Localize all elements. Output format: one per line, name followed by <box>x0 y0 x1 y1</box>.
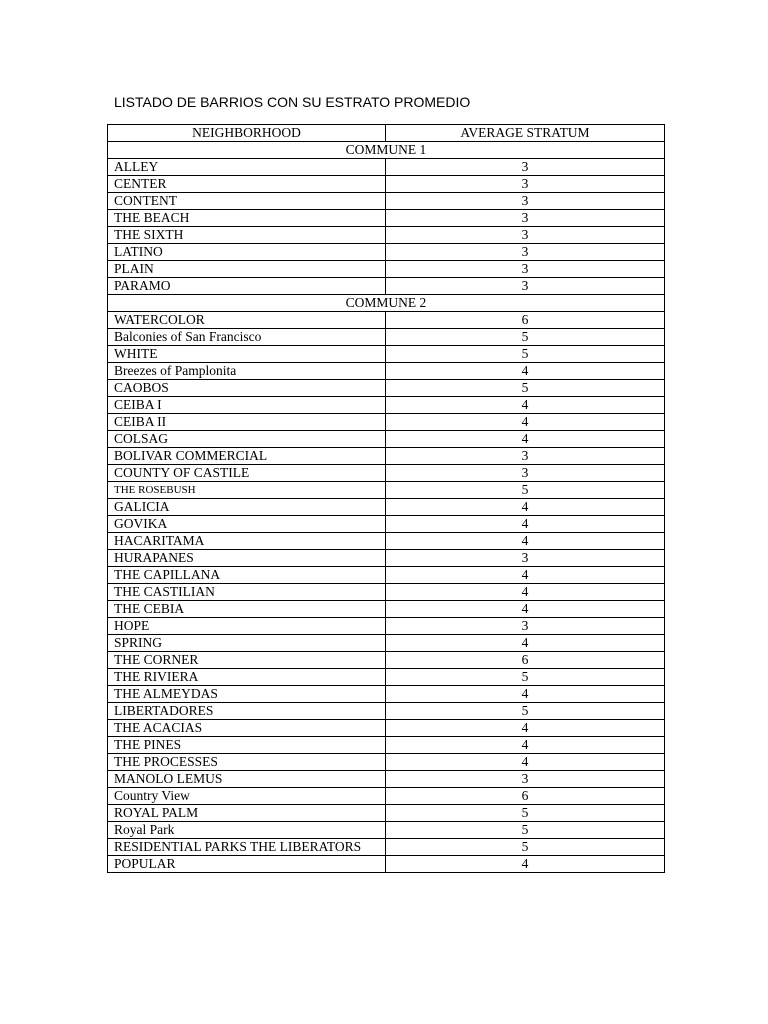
neighborhood-name: THE SIXTH <box>108 227 386 244</box>
average-stratum-value: 3 <box>386 278 665 295</box>
commune-label: COMMUNE 1 <box>108 142 665 159</box>
table-row <box>108 618 665 635</box>
average-stratum-value: 5 <box>386 329 665 346</box>
neighborhood-name: THE CORNER <box>108 652 386 669</box>
average-stratum-value: 4 <box>386 754 665 771</box>
average-stratum-value: 4 <box>386 516 665 533</box>
neighborhood-name: THE ROSEBUSH <box>108 482 386 499</box>
document-title: LISTADO DE BARRIOS CON SU ESTRATO PROMEDIO <box>114 94 471 110</box>
group-header-row <box>108 142 665 159</box>
average-stratum-value: 3 <box>386 176 665 193</box>
average-stratum-value: 4 <box>386 499 665 516</box>
average-stratum-value: 4 <box>386 856 665 873</box>
average-stratum-value: 6 <box>386 652 665 669</box>
average-stratum-value: 4 <box>386 363 665 380</box>
neighborhood-name: MANOLO LEMUS <box>108 771 386 788</box>
table-row <box>108 159 665 176</box>
table-row <box>108 754 665 771</box>
table-row <box>108 550 665 567</box>
commune-label: COMMUNE 2 <box>108 295 665 312</box>
neighborhood-name: LIBERTADORES <box>108 703 386 720</box>
average-stratum-value: 4 <box>386 397 665 414</box>
table-row <box>108 703 665 720</box>
neighborhood-name: ALLEY <box>108 159 386 176</box>
table-header-row <box>108 125 665 142</box>
table-row <box>108 822 665 839</box>
neighborhood-name: Breezes of Pamplonita <box>108 363 386 380</box>
table-row <box>108 278 665 295</box>
neighborhood-name: POPULAR <box>108 856 386 873</box>
stratum-table <box>107 124 665 873</box>
column-header-average-stratum: AVERAGE STRATUM <box>386 125 665 142</box>
average-stratum-value: 3 <box>386 159 665 176</box>
average-stratum-value: 5 <box>386 703 665 720</box>
neighborhood-name: Royal Park <box>108 822 386 839</box>
table-row <box>108 227 665 244</box>
neighborhood-name: Balconies of San Francisco <box>108 329 386 346</box>
neighborhood-name: CEIBA II <box>108 414 386 431</box>
average-stratum-value: 4 <box>386 584 665 601</box>
table-row <box>108 482 665 499</box>
table-row <box>108 210 665 227</box>
average-stratum-value: 3 <box>386 227 665 244</box>
average-stratum-value: 4 <box>386 431 665 448</box>
average-stratum-value: 5 <box>386 380 665 397</box>
neighborhood-name: HURAPANES <box>108 550 386 567</box>
table-row <box>108 805 665 822</box>
column-header-neighborhood: NEIGHBORHOOD <box>108 125 386 142</box>
table-row <box>108 516 665 533</box>
table-row <box>108 397 665 414</box>
average-stratum-value: 4 <box>386 720 665 737</box>
neighborhood-name: COLSAG <box>108 431 386 448</box>
table-row <box>108 584 665 601</box>
average-stratum-value: 4 <box>386 567 665 584</box>
table-row <box>108 856 665 873</box>
neighborhood-name: GALICIA <box>108 499 386 516</box>
table-row <box>108 346 665 363</box>
table-row <box>108 737 665 754</box>
average-stratum-value: 3 <box>386 193 665 210</box>
neighborhood-name: PARAMO <box>108 278 386 295</box>
average-stratum-value: 5 <box>386 822 665 839</box>
table-row <box>108 244 665 261</box>
neighborhood-name: WHITE <box>108 346 386 363</box>
neighborhood-name: HACARITAMA <box>108 533 386 550</box>
table-row <box>108 669 665 686</box>
average-stratum-value: 3 <box>386 210 665 227</box>
average-stratum-value: 6 <box>386 312 665 329</box>
table-row <box>108 499 665 516</box>
average-stratum-value: 3 <box>386 261 665 278</box>
neighborhood-name: THE ALMEYDAS <box>108 686 386 703</box>
neighborhood-name: CEIBA I <box>108 397 386 414</box>
neighborhood-name: THE CASTILIAN <box>108 584 386 601</box>
neighborhood-name: THE BEACH <box>108 210 386 227</box>
average-stratum-value: 4 <box>386 737 665 754</box>
table-row <box>108 788 665 805</box>
average-stratum-value: 5 <box>386 839 665 856</box>
average-stratum-value: 3 <box>386 465 665 482</box>
average-stratum-value: 5 <box>386 482 665 499</box>
neighborhood-name: THE CEBIA <box>108 601 386 618</box>
table-row <box>108 720 665 737</box>
neighborhood-name: THE RIVIERA <box>108 669 386 686</box>
average-stratum-value: 4 <box>386 414 665 431</box>
neighborhood-name: CONTENT <box>108 193 386 210</box>
neighborhood-name: GOVIKA <box>108 516 386 533</box>
group-header-row <box>108 295 665 312</box>
table-row <box>108 533 665 550</box>
neighborhood-name: CAOBOS <box>108 380 386 397</box>
neighborhood-name: THE ACACIAS <box>108 720 386 737</box>
neighborhood-name: RESIDENTIAL PARKS THE LIBERATORS <box>108 839 386 856</box>
table-row <box>108 176 665 193</box>
table-row <box>108 839 665 856</box>
average-stratum-value: 3 <box>386 244 665 261</box>
average-stratum-value: 3 <box>386 618 665 635</box>
table-row <box>108 601 665 618</box>
table-row <box>108 771 665 788</box>
average-stratum-value: 4 <box>386 635 665 652</box>
table-row <box>108 431 665 448</box>
table-row <box>108 465 665 482</box>
neighborhood-name: PLAIN <box>108 261 386 278</box>
average-stratum-value: 3 <box>386 448 665 465</box>
neighborhood-name: WATERCOLOR <box>108 312 386 329</box>
neighborhood-name: THE PROCESSES <box>108 754 386 771</box>
neighborhood-name: BOLIVAR COMMERCIAL <box>108 448 386 465</box>
table-row <box>108 363 665 380</box>
table-row <box>108 329 665 346</box>
table-row <box>108 652 665 669</box>
average-stratum-value: 6 <box>386 788 665 805</box>
table-row <box>108 261 665 278</box>
neighborhood-name: HOPE <box>108 618 386 635</box>
table-row <box>108 567 665 584</box>
table-row <box>108 635 665 652</box>
neighborhood-name: Country View <box>108 788 386 805</box>
table-row <box>108 380 665 397</box>
table-row <box>108 193 665 210</box>
neighborhood-name: THE PINES <box>108 737 386 754</box>
neighborhood-name: COUNTY OF CASTILE <box>108 465 386 482</box>
average-stratum-value: 5 <box>386 805 665 822</box>
average-stratum-value: 4 <box>386 686 665 703</box>
average-stratum-value: 4 <box>386 533 665 550</box>
neighborhood-name: SPRING <box>108 635 386 652</box>
average-stratum-value: 3 <box>386 550 665 567</box>
neighborhood-name: LATINO <box>108 244 386 261</box>
table-body <box>108 142 665 873</box>
average-stratum-value: 4 <box>386 601 665 618</box>
table-row <box>108 686 665 703</box>
average-stratum-value: 3 <box>386 771 665 788</box>
average-stratum-value: 5 <box>386 669 665 686</box>
table-row <box>108 312 665 329</box>
neighborhood-name: CENTER <box>108 176 386 193</box>
neighborhood-name: THE CAPILLANA <box>108 567 386 584</box>
table-row <box>108 448 665 465</box>
neighborhood-name: ROYAL PALM <box>108 805 386 822</box>
average-stratum-value: 5 <box>386 346 665 363</box>
table-row <box>108 414 665 431</box>
